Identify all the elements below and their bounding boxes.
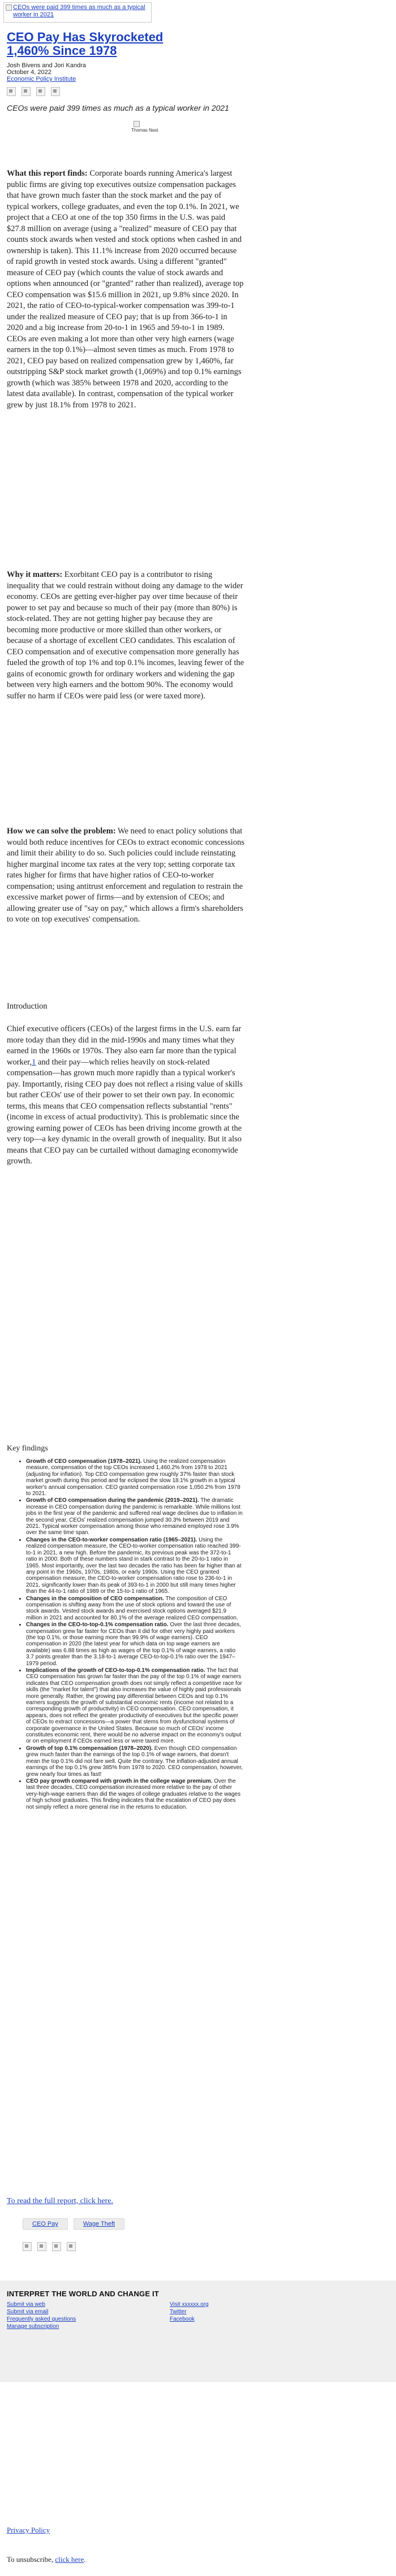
article-dek: CEOs were paid 399 times as much as a typical worker in 2021 bbox=[7, 103, 229, 112]
privacy-policy-link[interactable]: Privacy Policy bbox=[7, 2526, 50, 2534]
finding-lead: Growth of CEO compensation (1978–2021). bbox=[26, 1458, 142, 1465]
read-full-report-link[interactable]: To read the full report, click here. bbox=[7, 2197, 113, 2205]
footer bbox=[0, 2280, 396, 2382]
finding-lead: Growth of CEO compensation during the pandemic (2019–2021). bbox=[26, 1497, 199, 1504]
unsubscribe-text: To unsubscribe, bbox=[7, 2555, 55, 2564]
share-email-icon[interactable] bbox=[52, 2242, 61, 2251]
intro-paragraph bbox=[7, 1024, 244, 1167]
finding-lead: CEO pay growth compared with growth in the college wage premium. bbox=[26, 1778, 213, 1784]
finding-text: The dramatic increase in CEO compensation during the pandemic is remarkable. While millions lost jobs in the first year of the pandemic and suffered real wage declines due to inflation in the second year, CEOs' realized compensation jumped 30.3% between 2019 and 2021. Typical worker compensation among those who remained employed rose 3.9% over the same time span. bbox=[26, 1497, 243, 1536]
date: October 4, 2022 bbox=[7, 69, 51, 76]
article-title[interactable]: CEO Pay Has Skyrocketed 1,460% Since 1978 bbox=[7, 30, 163, 58]
unsubscribe-link[interactable]: click here bbox=[55, 2555, 84, 2564]
submit-email-link[interactable]: Submit via email bbox=[7, 2309, 49, 2315]
finding-text: Over the last three decades, CEO compensation increased more relative to the pay of other very-high-wage earners than did the wages of college graduates relative to the wages of high school graduates. This finding indicates that the escalation of CEO pay does not simply reflect a more general rise in the returns to education. bbox=[26, 1778, 241, 1810]
visit-site-link[interactable]: Visit xxxxxx.org bbox=[170, 2301, 209, 2308]
finding-text: Using the realized compensation measure, compensation of the top CEOs increased 1,460.2% from 1978 to 2021 (adjusting for inflation). Top CEO compensation grew roughly 37% faster than stock market growth during this period and far eclipsed the slow 18.1% growth in a typical worker's annual compensation. CEO granted compensation rose 1,050.2% from 1978 to 2021. bbox=[26, 1458, 240, 1497]
broken-image-icon bbox=[134, 121, 140, 127]
authors: Josh Bivens and Jori Kandra bbox=[7, 62, 87, 69]
key-findings-heading: Key findings bbox=[7, 1444, 48, 1453]
footer-heading: INTERPRET THE WORLD AND CHANGE IT bbox=[7, 2290, 159, 2298]
bottom-share-icons bbox=[23, 2242, 81, 2251]
share-twitter-icon[interactable] bbox=[37, 2242, 46, 2251]
twitter-link[interactable]: Twitter bbox=[170, 2309, 187, 2315]
header-image[interactable] bbox=[3, 2, 152, 23]
share-link-icon[interactable] bbox=[67, 2242, 76, 2251]
list-item bbox=[26, 1778, 243, 1810]
intro-heading: Introduction bbox=[7, 1002, 48, 1011]
finding-text: The fact that CEO compensation has grown far faster than the pay of the top 0.1% of wage earners indicates that CEO compensation growth does not simply reflect a competitive race for skills (the "market for talent") that also increases the value of highly paid professionals more generally. Rather, the growing pay differential between CEOs and top 0.1% earners suggests the growth of substantial economic rents (income not related to a corresponding growth of productivity) in CEO compensation. CEO compensation, it appears, does not reflect the greater productivity of executives but the specific power of CEOs to extract concessions—a power that stems from dysfunctional systems of corporate governance in the United States. Because so much of CEOs' income constitutes economic rent, there would be no adverse impact on the economy's output or on employment if CEOs earned less or were taxed more. bbox=[26, 1667, 242, 1745]
what-lead: What this report finds: bbox=[7, 169, 88, 178]
finding-lead: Implications of the growth of CEO-to-top-0.1% compensation ratio. bbox=[26, 1667, 205, 1674]
list-item bbox=[26, 1497, 243, 1536]
finding-lead: Changes in the composition of CEO compensation. bbox=[26, 1595, 164, 1602]
header-image-alt-link[interactable]: CEOs were paid 399 times as much as a typical worker in 2021 bbox=[13, 4, 145, 18]
footer-right-links bbox=[170, 2301, 209, 2323]
byline bbox=[7, 62, 346, 82]
how-text: We need to enact policy solutions that would both reduce incentives for CEOs to extract economic concessions and limit their ability to do so. Such policies could include reinstating higher marginal income tax rates at the very top; setting corporate tax rates higher for firms that have higher ratios of CEO-to-worker compensation; using antitrust enforcement and regulation to restrain the excessive market power of firms—and by extension of CEOs; and allowing greater use of "say on pay," which allows a firm's shareholders to vote on top executives' compensation. bbox=[7, 827, 244, 924]
share-twitter-icon[interactable] bbox=[21, 87, 31, 96]
intro-text-a: Chief executive officers (CEOs) of the largest firms in the U.S. earn far more today than they did in the mid-1990s and many times what they earned in the 1960s or 1970s. They also earn far more than the typical worker, bbox=[7, 1024, 242, 1067]
how-lead: How we can solve the problem: bbox=[7, 827, 116, 836]
article-header bbox=[7, 31, 346, 133]
tag-label[interactable]: Wage Theft bbox=[83, 2221, 115, 2227]
share-icons bbox=[7, 87, 346, 96]
facebook-link[interactable]: Facebook bbox=[170, 2316, 195, 2322]
finding-lead: Growth of top 0.1% compensation (1978–2020). bbox=[26, 1745, 153, 1752]
article-photo bbox=[131, 121, 158, 133]
how-paragraph bbox=[7, 826, 244, 926]
what-paragraph bbox=[7, 168, 244, 411]
list-item bbox=[26, 1667, 243, 1745]
submit-web-link[interactable]: Submit via web bbox=[7, 2301, 45, 2308]
tag-ceo-pay[interactable] bbox=[23, 2218, 68, 2230]
source-link[interactable]: Economic Policy Institute bbox=[7, 76, 76, 82]
why-text: Exorbitant CEO pay is a contributor to rising inequality that we could restrain without doing any damage to the wider economy. CEOs are getting ever-higher pay over time because of their power to set pay and because so much of their pay (more than 80%) is stock-related. They are not getting higher pay because they are becoming more productive or more skilled than other workers, or because of a shortage of excellent CEO candidates. This escalation of CEO compensation and of executive compensation more generally has fueled the growth of top 1% and top 0.1% incomes, leaving fewer of the gains of economic growth for ordinary workers and widening the gap between very high earners and the bottom 90%. The economy would suffer no harm if CEOs were paid less (or were taxed more). bbox=[7, 570, 244, 701]
tag-list bbox=[23, 2218, 130, 2230]
footer-left-links bbox=[7, 2301, 76, 2330]
finding-text: Even though CEO compensation grew much faster than the earnings of the top 0.1% of wage earners, that doesn't mean the top 0.1% did not fare well. Quite the contrary. The inflation-adjusted annual earnings of the top 0.1% grew 385% from 1978 to 2020. CEO compensation, however, grew nearly four times as fast! bbox=[26, 1745, 243, 1778]
why-lead: Why it matters: bbox=[7, 570, 63, 579]
footnote-link[interactable]: 1 bbox=[32, 1057, 36, 1067]
share-facebook-icon[interactable] bbox=[23, 2242, 32, 2251]
faq-link[interactable]: Frequently asked questions bbox=[7, 2316, 76, 2322]
broken-image-icon bbox=[6, 5, 12, 11]
manage-subscription-link[interactable]: Manage subscription bbox=[7, 2323, 59, 2330]
finding-lead: Changes in the CEO-to-top-0.1% compensation ratio. bbox=[26, 1622, 169, 1628]
unsubscribe-line: To unsubscribe, click here. bbox=[7, 2555, 86, 2564]
finding-lead: Changes in the CEO-to-worker compensation ratio (1965–2021). bbox=[26, 1536, 197, 1543]
tag-label[interactable]: CEO Pay bbox=[32, 2221, 58, 2227]
what-text: Corporate boards running America's largest public firms are giving top executives outsize compensation packages that have grown much faster than the stock market and the pay of typical workers, college graduates, and even the top 0.1%. In 2021, we project that a CEO at one of the top 350 firms in the U.S. was paid $27.8 million on average (using a "realized" measure of CEO pay that counts stock awards when vested and stock options when cashed in and ownership is taken). This 11.1% increase from 2020 occurred because of rapid growth in vested stock awards. Using a different "granted" measure of CEO pay (which counts the value of stock awards and options when announced (or "granted" rather than realized), average top CEO compensation was $15.6 million in 2021, up 9.8% since 2020. In 2021, the ratio of CEO-to-typical-worker compensation was 399-to-1 under the realized measure of CEO pay; that is up from 366-to-1 in 2020 and a big increase from 20-to-1 in 1965 and 59-to-1 in 1989. CEOs are even making a lot more than other very high earners (wage earners in the top 0.1%)—almost seven times as much. From 1978 to 2021, CEO pay based on realized compensation grew by 1,460%, far outstripping S&P stock market growth (1,069%) and top 0.1% earnings growth (which was 385% between 1978 and 2020, according to the latest data available). In contrast, compensation of the typical worker grew by just 18.1% from 1978 to 2021. bbox=[7, 169, 244, 410]
list-item bbox=[26, 1622, 243, 1667]
list-item bbox=[26, 1537, 243, 1595]
key-findings-list bbox=[26, 1458, 243, 1811]
finding-text: Using the realized compensation measure, the CEO-to-worker compensation ratio reached 399-to-1 in 2021, a new high. Before the pandemic, its previous peak was the 372-to-1 ratio in 2000. Both of these numbers stand in stark contrast to the 20-to-1 ratio in 1965. Most importantly, over the last two decades the ratio has been far higher than at any point in the 1960s, 1970s, 1980s, or early 1990s. Using the CEO granted compensation measure, the CEO-to-worker compensation ratio rose to 236-to-1 in 2021, significantly lower than its peak of 393-to-1 in 2000 but still many times higher than the 44-to-1 ratio of 1989 or the 15-to-1 ratio of 1965. bbox=[26, 1536, 242, 1595]
tag-wage-theft[interactable] bbox=[74, 2218, 124, 2230]
list-item bbox=[26, 1458, 243, 1497]
list-item bbox=[26, 1745, 243, 1778]
finding-text: The composition of CEO compensation is shifting away from the use of stock options and toward the use of stock awards. Vested stock awards and exercised stock options averaged $21.9 million in 2021 and accounted for 80.1% of the average realized CEO compensation. bbox=[26, 1595, 238, 1621]
share-email-icon[interactable] bbox=[36, 87, 45, 96]
list-item bbox=[26, 1596, 243, 1622]
intro-text-b: and their pay—which relies heavily on stock-related compensation—has grown much more rapidly than a typical worker's pay. Importantly, rising CEO pay does not reflect a rising value of skills but rather CEOs' use of their power to set their own pay. In economic terms, this means that CEO compensation reflects substantial "rents" (income in excess of actual productivity). This is problematic since the growing earning power of CEOs has been driving income growth at the very top—a key dynamic in the overall growth of inequality. But it also means that CEO pay can be curtailed without damaging economywide growth. bbox=[7, 1057, 243, 1166]
share-link-icon[interactable] bbox=[51, 87, 60, 96]
why-paragraph bbox=[7, 570, 244, 702]
share-facebook-icon[interactable] bbox=[7, 87, 16, 96]
finding-text: Over the last three decades, compensation grew far faster for CEOs than it did for other very highly paid workers (the top 0.1%, or those earning more than 99.9% of wage earners). CEO compensation in 2020 (the latest year for which data on top wage earners are available) was 6.88 times as high as wages of the top 0.1% of wage earners, a ratio 3.7 points greater than the 3.18-to-1 average CEO-to-top-0.1% ratio over the 1947–1979 period. bbox=[26, 1622, 242, 1667]
photo-credit: Thomas Nast bbox=[131, 128, 158, 133]
